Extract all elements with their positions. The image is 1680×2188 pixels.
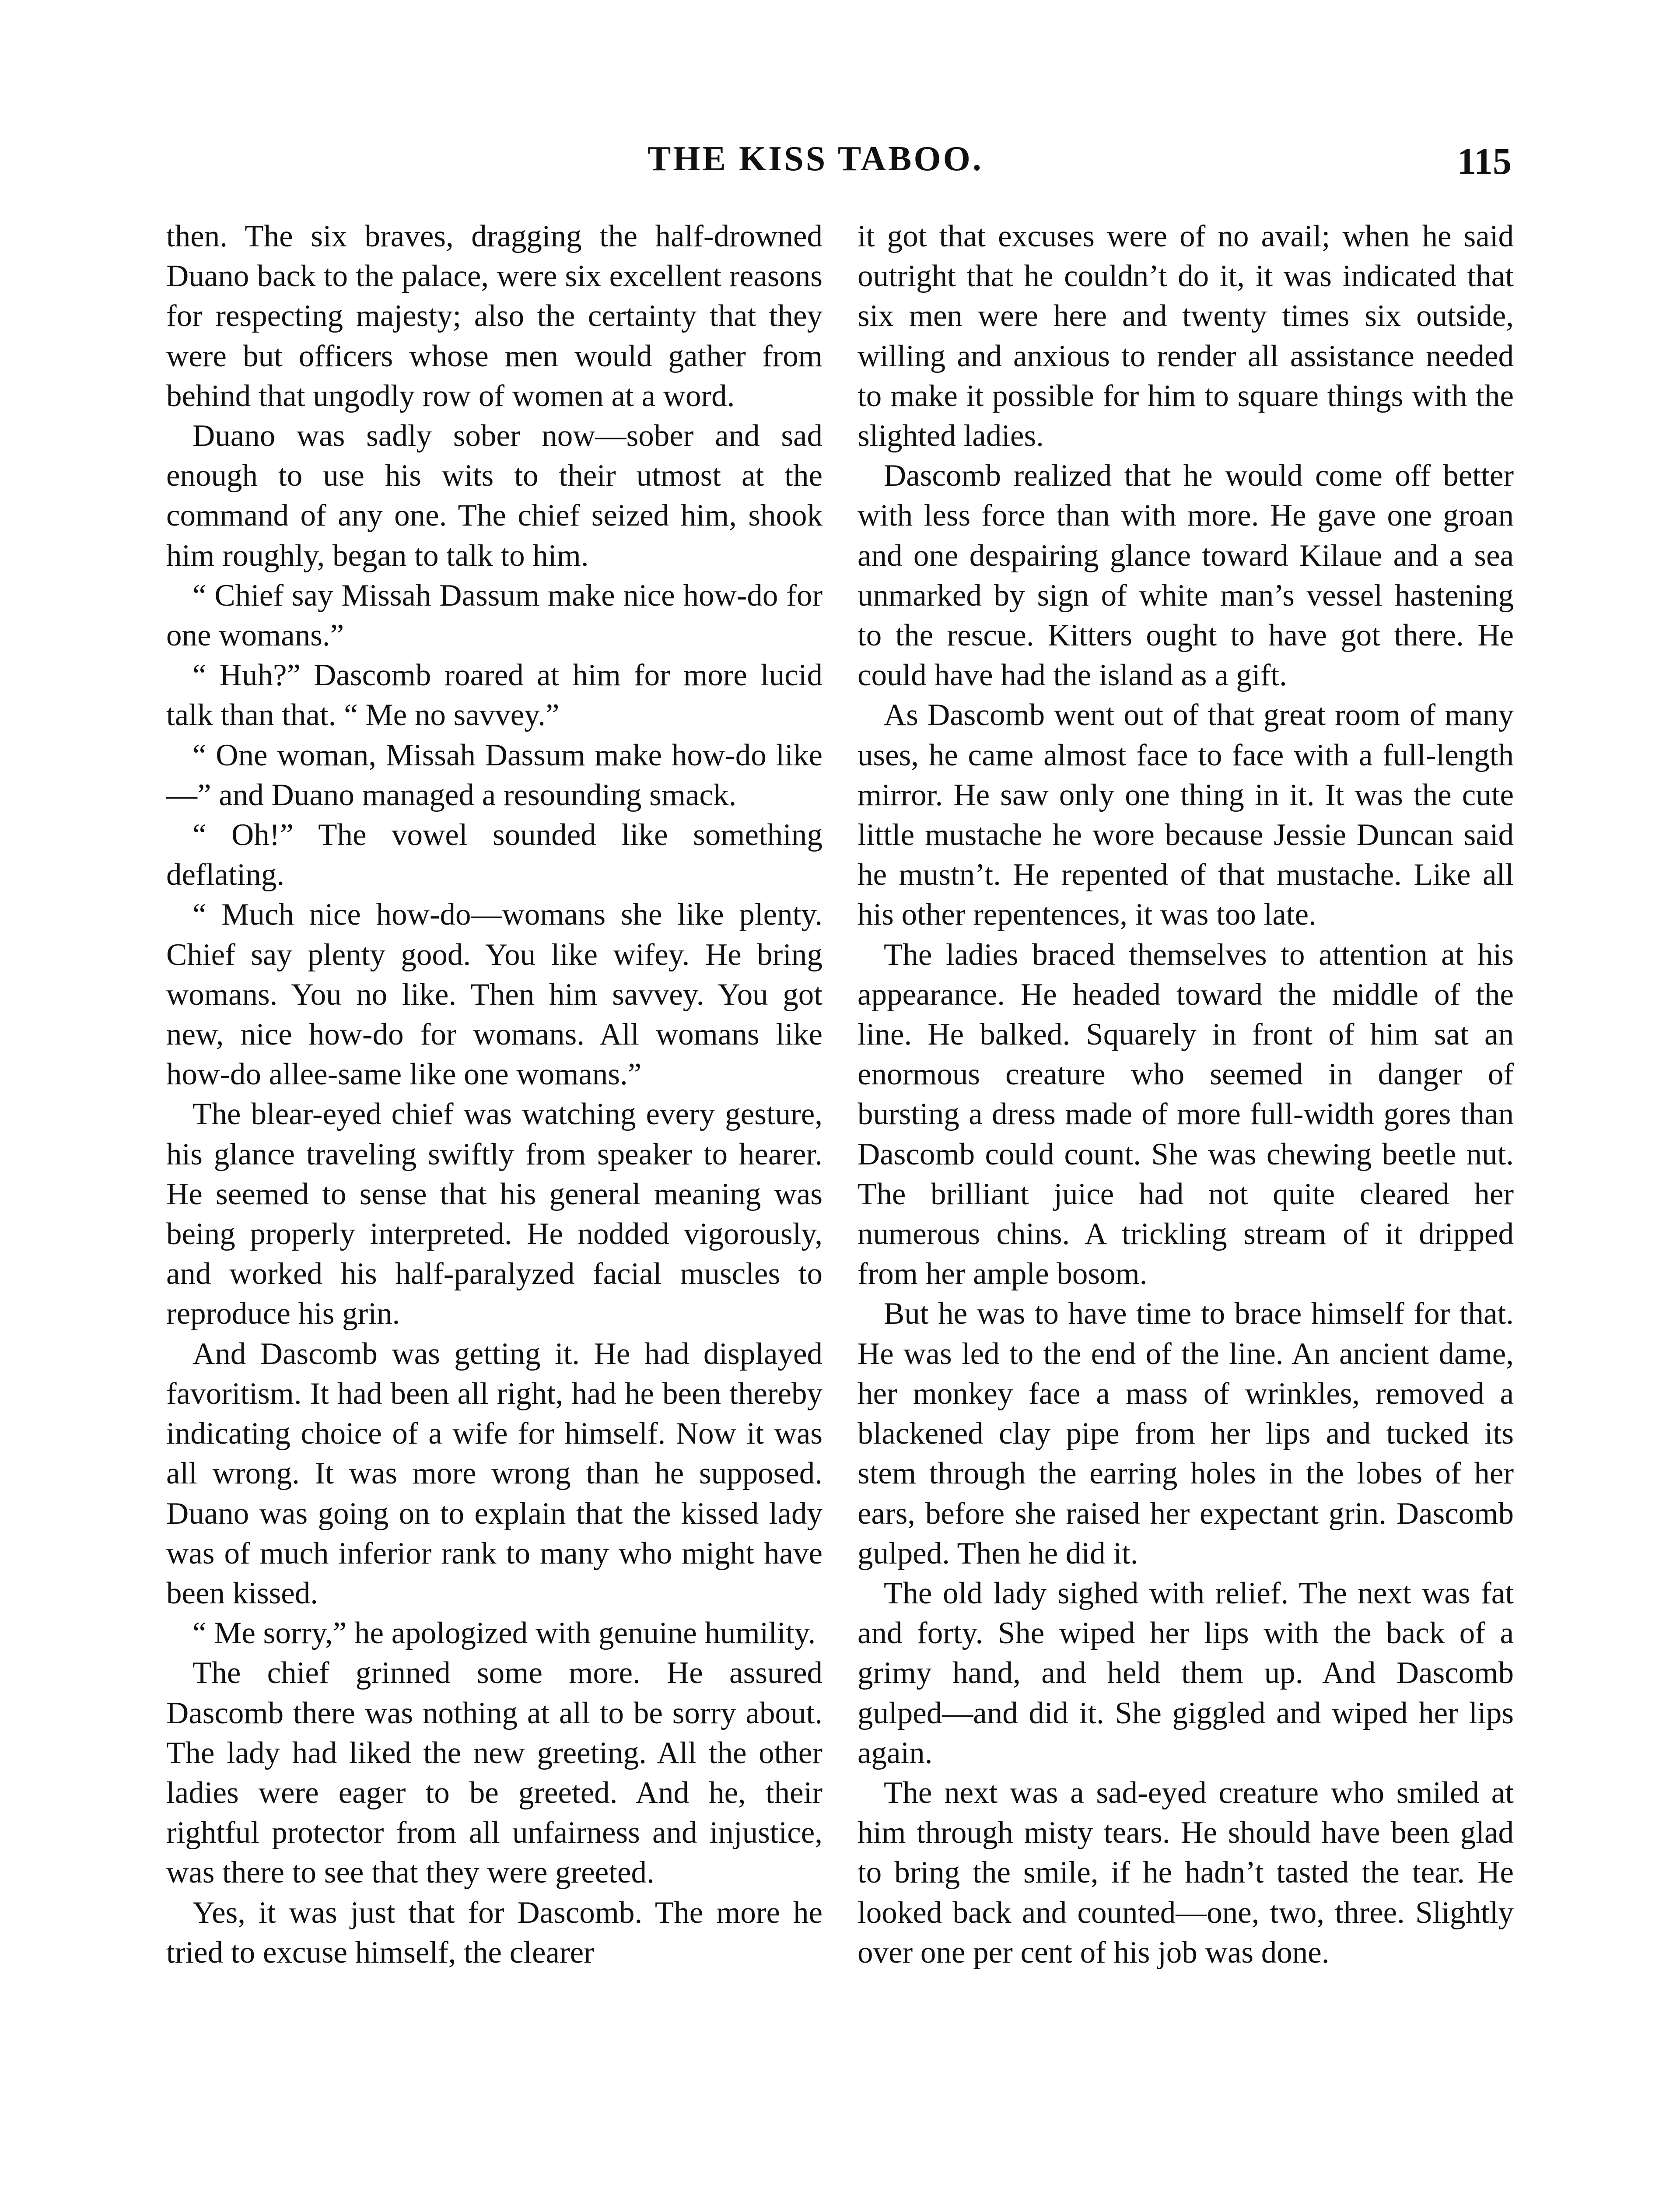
paragraph: Yes, it was just that for Dascomb. The more he tried to excuse himself, the clearer [166, 1895, 822, 1970]
page-number: 115 [1457, 140, 1512, 182]
paragraph: it got that excuses were of no avail; when he said outright that he couldn’t do it, it was indicated that six men were here and twenty times six outside, willing and anxious to render all assistance needed to make it possible for him to square things with the slighted ladies. [858, 219, 1514, 453]
paragraph: But he was to have time to brace himself for that. He was led to the end of the line. An ancient dame, her monkey face a mass of wrinkles, removed a blackened clay pipe from her lips and tucked its stem through the earring holes in the lobes of her ears, before she raised her expectant grin. Dascomb gulped. Then he did it. [858, 1297, 1514, 1571]
paragraph: And Dascomb was getting it. He had displayed favoritism. It had been all right, had he been thereby indicating choice of a wife for himself. Now it was all wrong. It was more wrong than he supposed. Duano was going on to explain that the kissed lady was of much inferior rank to many who might have been kissed. [166, 1336, 822, 1610]
paragraph: “ Oh!” The vowel sounded like something deflating. [166, 818, 822, 892]
paragraph: then. The six braves, dragging the half-drowned Duano back to the palace, were six excellent reasons for respecting majesty; also the certainty that they were but officers whose men would gather from behind that ungodly row of women at a word. [166, 219, 822, 413]
paragraph: “ Huh?” Dascomb roared at him for more lucid talk than that. “ Me no savvey.” [166, 658, 822, 733]
paragraph: Dascomb realized that he would come off better with less force than with more. He gave one groan and one despairing glance toward Kilaue and a sea unmarked by sign of white man’s vessel hastening to the rescue. Kitters ought to have got there. He could have had the island as a gift. [858, 459, 1514, 693]
page-header [0, 139, 1680, 187]
paragraph: The blear-eyed chief was watching every gesture, his glance traveling swiftly from speaker to hearer. He seemed to sense that his general meaning was being properly interpreted. He nodded vigorously, and worked his half-paralyzed facial muscles to reproduce his grin. [166, 1097, 822, 1331]
paragraph: “ Chief say Missah Dassum make nice how-do for one womans.” [166, 578, 822, 653]
paragraph: Duano was sadly sober now—sober and sad enough to use his wits to their utmost at the command of any one. The chief seized him, shook him roughly, began to talk to him. [166, 419, 822, 573]
running-title: THE KISS TABOO. [648, 140, 984, 178]
paragraph: “ One woman, Missah Dassum make how-do like—” and Duano managed a resounding smack. [166, 738, 822, 812]
paragraph: The next was a sad-eyed creature who smiled at him through misty tears. He should have been glad to bring the smile, if he hadn’t tasted the tear. He looked back and counted—one, two, three. Slightly over one per cent of his job was done. [858, 1775, 1514, 1970]
paragraph: The old lady sighed with relief. The next was fat and forty. She wiped her lips with the back of a grimy hand, and held them up. And Dascomb gulped—and did it. She giggled and wiped her lips again. [858, 1576, 1514, 1770]
paragraph: As Dascomb went out of that great room of many uses, he came almost face to face with a full-length mirror. He saw only one thing in it. It was the cute little mustache he wore because Jessie Duncan said he mustn’t. He repented of that mustache. Like all his other repentences, it was too late. [858, 698, 1514, 932]
paragraph: The chief grinned some more. He assured Dascomb there was nothing at all to be sorry about. The lady had liked the new greeting. All the other ladies were eager to be greeted. And he, their rightful protector from all unfairness and injustice, was there to see that they were greeted. [166, 1656, 822, 1890]
paragraph: “ Much nice how-do—womans she like plenty. Chief say plenty good. You like wifey. He bring womans. You no like. Then him savvey. You got new, nice how-do for womans. All womans like how-do allee-same like one womans.” [166, 898, 822, 1092]
paragraph: The ladies braced themselves to attention at his appearance. He headed toward the middle of the line. He balked. Squarely in front of him sat an enormous creature who seemed in danger of bursting a dress made of more full-width gores than Dascomb could count. She was chewing beetle nut. The brilliant juice had not quite cleared her numerous chins. A trickling stream of it dripped from her ample bosom. [858, 937, 1514, 1291]
paragraph: “ Me sorry,” he apologized with genuine humility. [192, 1616, 816, 1651]
right-column [858, 217, 1514, 2188]
left-column [166, 217, 822, 2188]
